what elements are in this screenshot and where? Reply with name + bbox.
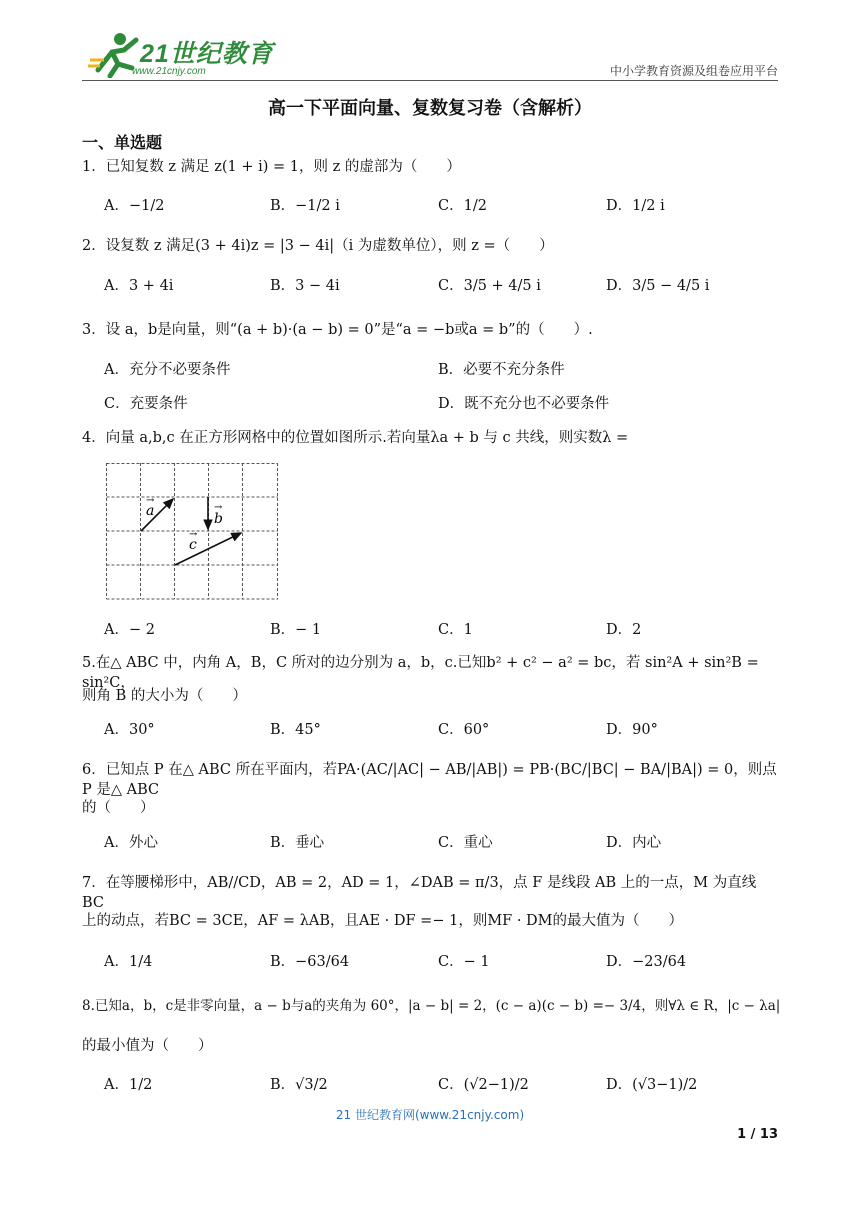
question-5-line-2: 则角 B 的大小为（ ） bbox=[82, 688, 247, 704]
option-d: D．3/5 − 4/5 i bbox=[606, 278, 710, 294]
option-b: B．− 1 bbox=[270, 622, 322, 638]
question-4 bbox=[82, 428, 782, 448]
option-d: D．既不充分也不必要条件 bbox=[438, 396, 610, 412]
option-d: D．内心 bbox=[606, 835, 662, 851]
option-d: D．2 bbox=[606, 622, 642, 638]
option-b: B．√3/2 bbox=[270, 1077, 328, 1093]
question-8-line-2: 的最小值为（ ） bbox=[82, 1038, 213, 1054]
option-d: D．1/2 i bbox=[606, 198, 665, 214]
option-b: B．45° bbox=[270, 722, 321, 738]
logo-text: 21世纪教育 bbox=[140, 40, 274, 68]
question-stem: 设复数 z 满足(3 + 4i)z = |3 − 4i|（i 为虚数单位），则 z =（ ） bbox=[105, 238, 554, 254]
question-stem: 已知复数 z 满足 z(1 + i) = 1，则 z 的虚部为（ ） bbox=[105, 159, 461, 175]
option-a: A．1/2 bbox=[104, 1077, 153, 1093]
option-b: B．−1/2 i bbox=[270, 198, 340, 214]
option-c: C．− 1 bbox=[438, 954, 490, 970]
question-stem: 设 a，b是向量，则“(a + b)·(a − b) = 0”是“a = −b或a = b”的（ ）. bbox=[105, 322, 593, 338]
label-b: b bbox=[214, 511, 223, 527]
question-stem: 已知点 P 在△ ABC 所在平面内，若PA·(AC/|AC| − AB/|AB|) = PB·(BC/|BC| − BA/|BA|) = 0，则点 P 是△ ABC bbox=[82, 762, 777, 798]
question-number: 5. bbox=[82, 655, 96, 671]
option-a: A．外心 bbox=[104, 835, 158, 851]
option-a: A．3 + 4i bbox=[104, 278, 174, 294]
question-stem: 在△ ABC 中，内角 A，B，C 所对的边分别为 a，b，c.已知b² + c² − a² = bc，若 sin²A + sin²B = sin²C， bbox=[82, 655, 759, 691]
label-a-arrow-icon: → bbox=[146, 495, 155, 506]
header-divider bbox=[82, 80, 778, 81]
label-a: a bbox=[146, 503, 155, 519]
logo-url: www.21cnjy.com bbox=[132, 66, 206, 77]
option-a: A．−1/2 bbox=[104, 198, 165, 214]
question-6 bbox=[82, 760, 782, 800]
option-b: B．−63/64 bbox=[270, 954, 350, 970]
question-number: 1． bbox=[82, 159, 106, 175]
question-7-line-2: 上的动点，若BC = 3CE，AF = λAB，且AE · DF =− 1，则MF · DM的最大值为（ ） bbox=[82, 913, 684, 929]
option-b: B．垂心 bbox=[270, 835, 325, 851]
question-number: 3． bbox=[82, 322, 106, 338]
option-a: A．充分不必要条件 bbox=[104, 362, 231, 378]
option-c: C．60° bbox=[438, 722, 490, 738]
label-b-arrow-icon: → bbox=[214, 502, 223, 513]
option-d: D．(√3−1)/2 bbox=[606, 1077, 698, 1093]
option-c: C．3/5 + 4/5 i bbox=[438, 278, 541, 294]
question-3 bbox=[82, 320, 782, 340]
question-1 bbox=[82, 157, 782, 177]
page-number: 1 / 13 bbox=[737, 1127, 778, 1142]
option-a: A．1/4 bbox=[104, 954, 153, 970]
option-c: C．充要条件 bbox=[104, 396, 188, 412]
option-a: A．30° bbox=[104, 722, 155, 738]
question-8 bbox=[82, 996, 782, 1016]
label-c: c bbox=[189, 537, 197, 553]
question-number: 6． bbox=[82, 762, 106, 778]
footer-link[interactable]: 21 世纪教育网(www.21cnjy.com) bbox=[335, 1108, 525, 1122]
option-b: B．必要不充分条件 bbox=[438, 362, 565, 378]
vector-grid-figure bbox=[106, 463, 280, 601]
question-number: 4． bbox=[82, 430, 106, 446]
option-c: C．1 bbox=[438, 622, 473, 638]
option-d: D．90° bbox=[606, 722, 658, 738]
question-stem: 已知a，b，c是非零向量，a − b与a的夹角为 60°，|a − b| = 2，(c − a)(c − b) =− 3/4，则∀λ ∈ R，|c − λa| bbox=[94, 998, 781, 1014]
page-title: 高一下平面向量、复数复习卷（含解析） bbox=[268, 98, 592, 119]
question-7 bbox=[82, 873, 782, 913]
question-stem: 向量 a,b,c 在正方形网格中的位置如图所示.若向量λa + b 与 c 共线，则实数λ = bbox=[105, 430, 629, 446]
section-heading: 一、单选题 bbox=[82, 133, 163, 152]
option-c: C．(√2−1)/2 bbox=[438, 1077, 529, 1093]
question-number: 2． bbox=[82, 238, 106, 254]
question-6-line-2: 的（ ） bbox=[82, 800, 155, 816]
option-c: C．重心 bbox=[438, 835, 493, 851]
header-platform-text: 中小学教育资源及组卷应用平台 bbox=[609, 64, 778, 78]
question-number: 8. bbox=[82, 998, 95, 1014]
option-b: B．3 − 4i bbox=[270, 278, 340, 294]
question-2 bbox=[82, 236, 782, 256]
label-c-arrow-icon: → bbox=[189, 529, 198, 540]
option-a: A．− 2 bbox=[104, 622, 155, 638]
question-stem: 在等腰梯形中，AB//CD，AB = 2，AD = 1，∠DAB = π/3，点 F 是线段 AB 上的一点，M 为直线 BC bbox=[82, 875, 757, 911]
option-c: C．1/2 bbox=[438, 198, 487, 214]
option-d: D．−23/64 bbox=[606, 954, 687, 970]
question-number: 7． bbox=[82, 875, 106, 891]
